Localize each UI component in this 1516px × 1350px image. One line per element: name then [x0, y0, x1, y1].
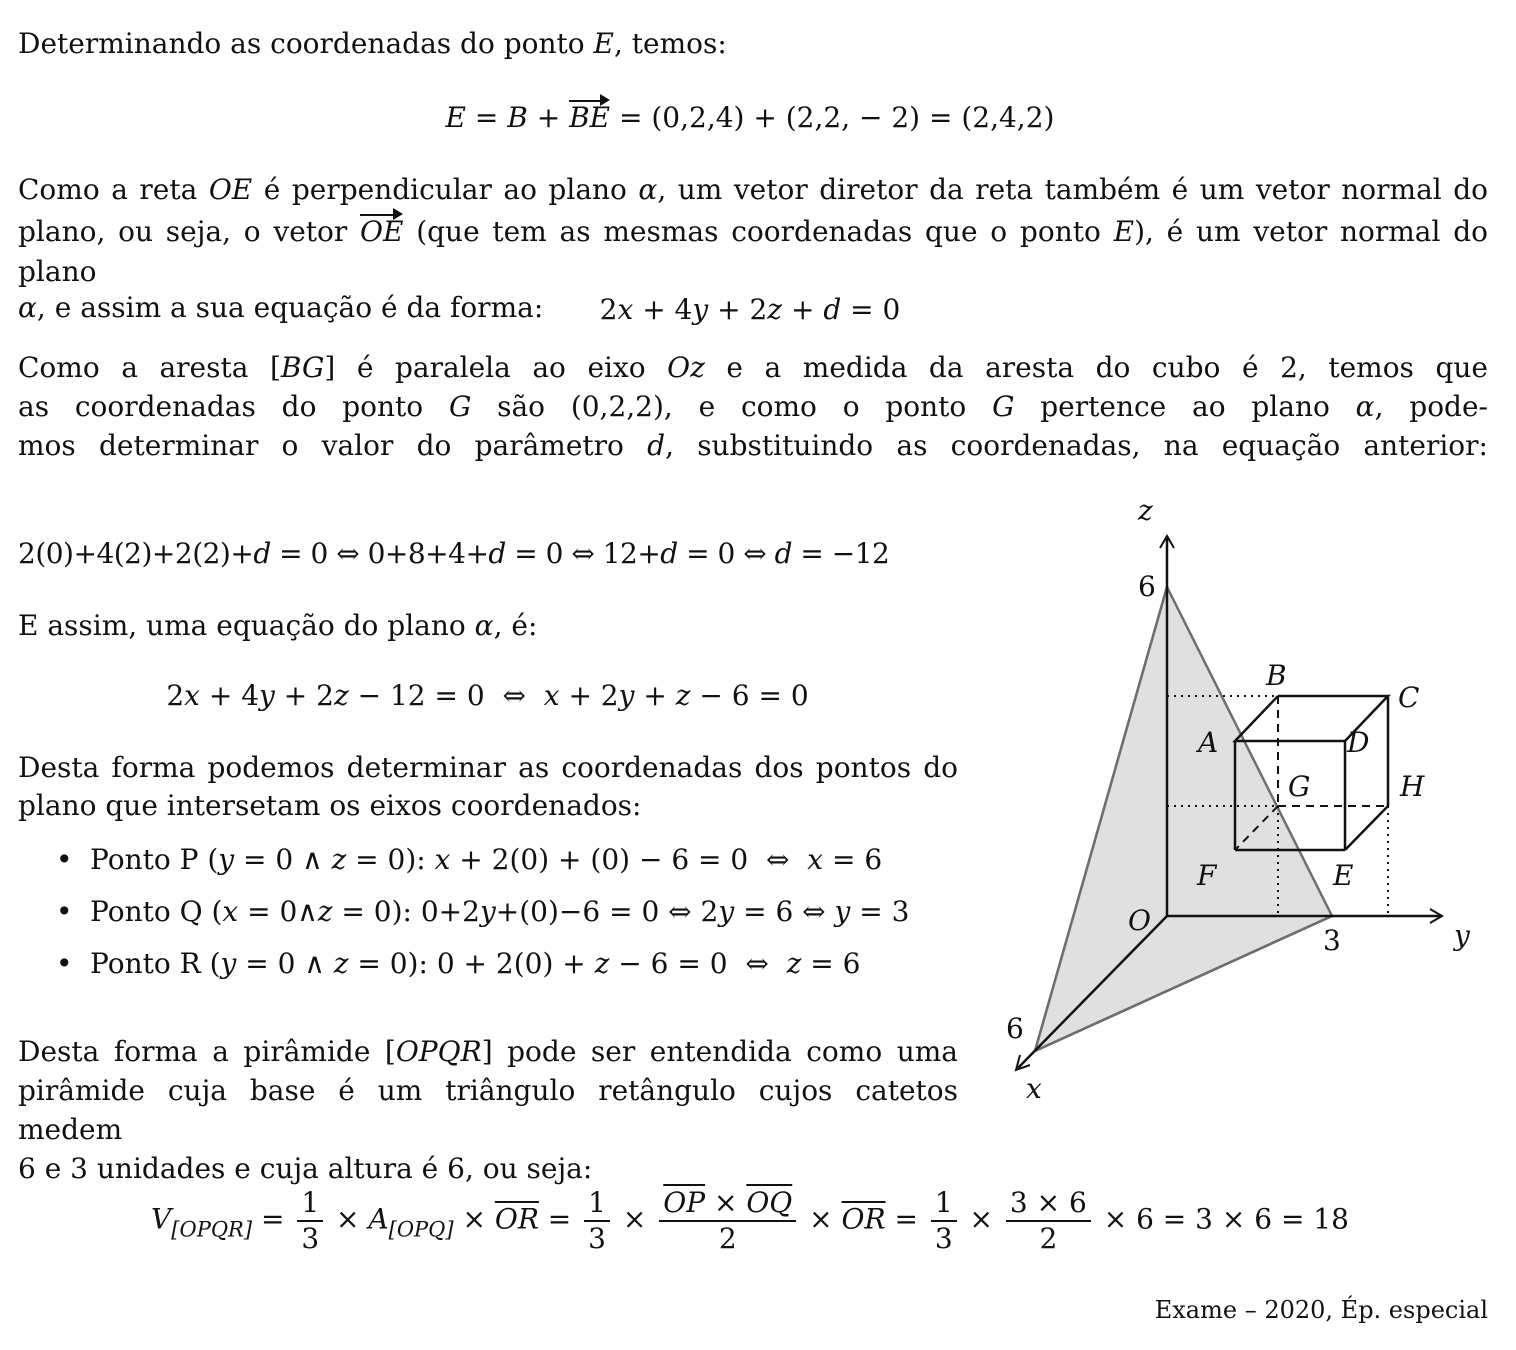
segment-or: $\overline{OR}$	[841, 1202, 886, 1236]
point-r-item: • Ponto R (y = 0 ∧ z = 0): 0 + 2(0) + z − 6 = 0 ⇔ z = 6	[50, 938, 970, 990]
label-vertex-d: D	[1347, 726, 1370, 759]
segment-oq: $\overline{OQ}$	[746, 1186, 793, 1219]
frac-den: 2	[718, 1222, 737, 1255]
point-q-item: • Ponto Q (x = 0∧z = 0): 0+2y+(0)−6 = 0 ⇔ 2y = 6 ⇔ y = 3	[50, 886, 970, 938]
p6-line3: 6 e 3 unidades e cuja altura é 6, ou seja:	[18, 1152, 593, 1185]
area-symbol: A	[368, 1202, 389, 1236]
p2-line1: Como a reta OE é perpendicular ao plano α, um vetor diretor da reta também é um vetor normal do	[18, 173, 1489, 206]
p3-line3: mos determinar o valor do parâmetro d, substituindo as coordenadas, na equação anterior:	[18, 429, 1488, 462]
segment-op: $\overline{OP}$	[663, 1186, 706, 1219]
vol-lhs-sub: [OPQR]	[171, 1217, 253, 1242]
tick-y-3: 3	[1323, 924, 1341, 957]
frac-num: 1	[931, 1186, 957, 1222]
label-z-axis: z	[1138, 494, 1153, 527]
frac-op-oq	[659, 1186, 796, 1256]
equation-d-value: 2(0)+4(2)+2(2)+d = 0 ⇔ 0+8+4+d = 0 ⇔ 12+d = 0 ⇔ d = −12	[18, 537, 890, 570]
frac-den: 3	[588, 1222, 606, 1255]
intersection-points-list	[50, 834, 970, 990]
frac-one-third-1	[297, 1186, 323, 1256]
p3-line2: as coordenadas do ponto G são (0,2,2), e como o ponto G pertence ao plano α, pode-	[18, 390, 1489, 423]
tick-z-6: 6	[1138, 570, 1156, 603]
paragraph-point-g	[18, 348, 1488, 465]
paragraph-pyramid	[18, 1032, 958, 1188]
label-vertex-g: G	[1288, 770, 1311, 803]
label-vertex-a: A	[1198, 726, 1219, 759]
p5-line1: Desta forma podemos determinar as coordenadas dos pontos do	[18, 751, 958, 784]
area-sub: [OPQ]	[388, 1217, 454, 1242]
frac-den: 3	[934, 1222, 953, 1255]
frac-num: $\overline{OP} \times \overline{OQ}$	[659, 1186, 796, 1222]
label-x-axis: x	[1026, 1072, 1042, 1105]
p2-line3: α, e assim a sua equação é da forma:	[18, 291, 544, 324]
equation-plane-alpha: 2x + 4y + 2z − 12 = 0 ⇔ x + 2y + z − 6 = 0	[166, 679, 809, 712]
p6-line2: pirâmide cuja base é um triângulo retângulo cujos catetos medem	[18, 1074, 958, 1146]
intro-text: Determinando as coordenadas do ponto E, temos:	[18, 27, 727, 60]
equation-plane-general: 2x + 4y + 2z + d = 0	[599, 293, 901, 326]
p2-line2: plano, ou seja, o vetor OE (que tem as mesmas coordenadas que o ponto E), é um vetor normal do plano	[18, 212, 1488, 292]
pyramid-cube-figure	[990, 490, 1480, 1110]
source-citation: Exame – 2020, Ép. especial	[1154, 1296, 1488, 1324]
frac-num: 1	[297, 1186, 323, 1222]
frac-den: 3	[301, 1222, 320, 1255]
vol-lhs: V	[151, 1202, 172, 1236]
volume-formula: $V_{[OPQR]}$ = $\frac{1}{3}$ × $A_{[OPQ]} \times \overline{OR}$ = $\frac{1}{3}$ × $\frac{\overline{OP} \times \overline{OQ}}{2}$ × $\overline{OR}$ = $\frac{1}{3}$ × $\frac{3 \times 6}{2}$ × 6 = 3 × 6 = 18	[151, 1186, 1349, 1255]
segment-or: $\overline{OR}$	[494, 1202, 539, 1236]
frac-one-third-2	[584, 1186, 610, 1256]
equation-e: E = B + BE = (0,2,4) + (2,2, − 2) = (2,4,2)	[0, 98, 1500, 138]
p3-line1: Como a aresta [BG] é paralela ao eixo Oz e a medida da aresta do cubo é 2, temos que	[18, 351, 1488, 384]
text-plane-equation-intro: E assim, uma equação do plano α, é:	[18, 609, 538, 642]
p6-line1: Desta forma a pirâmide [OPQR] pode ser entendida como uma	[18, 1035, 958, 1068]
point-p-item: • Ponto P (y = 0 ∧ z = 0): x + 2(0) + (0) − 6 = 0 ⇔ x = 6	[50, 834, 970, 886]
label-vertex-h: H	[1400, 770, 1425, 803]
vol-result: × 6 = 3 × 6 = 18	[1103, 1202, 1349, 1236]
paragraph-intersections	[18, 748, 958, 826]
frac-num: 1	[584, 1186, 610, 1222]
p5-line2: plano que intersetam os eixos coordenados:	[18, 789, 642, 822]
frac-num: 3 × 6	[1006, 1186, 1091, 1222]
frac-3x6	[1006, 1186, 1091, 1256]
label-vertex-c: C	[1398, 681, 1420, 714]
label-vertex-e: E	[1333, 859, 1354, 892]
label-vertex-f: F	[1197, 859, 1217, 892]
frac-one-third-3	[931, 1186, 957, 1256]
frac-den: 2	[1039, 1222, 1058, 1255]
label-vertex-b: B	[1266, 659, 1287, 692]
label-y-axis: y	[1454, 919, 1470, 952]
tick-x-6: 6	[1006, 1012, 1024, 1045]
label-origin: O	[1128, 904, 1151, 937]
